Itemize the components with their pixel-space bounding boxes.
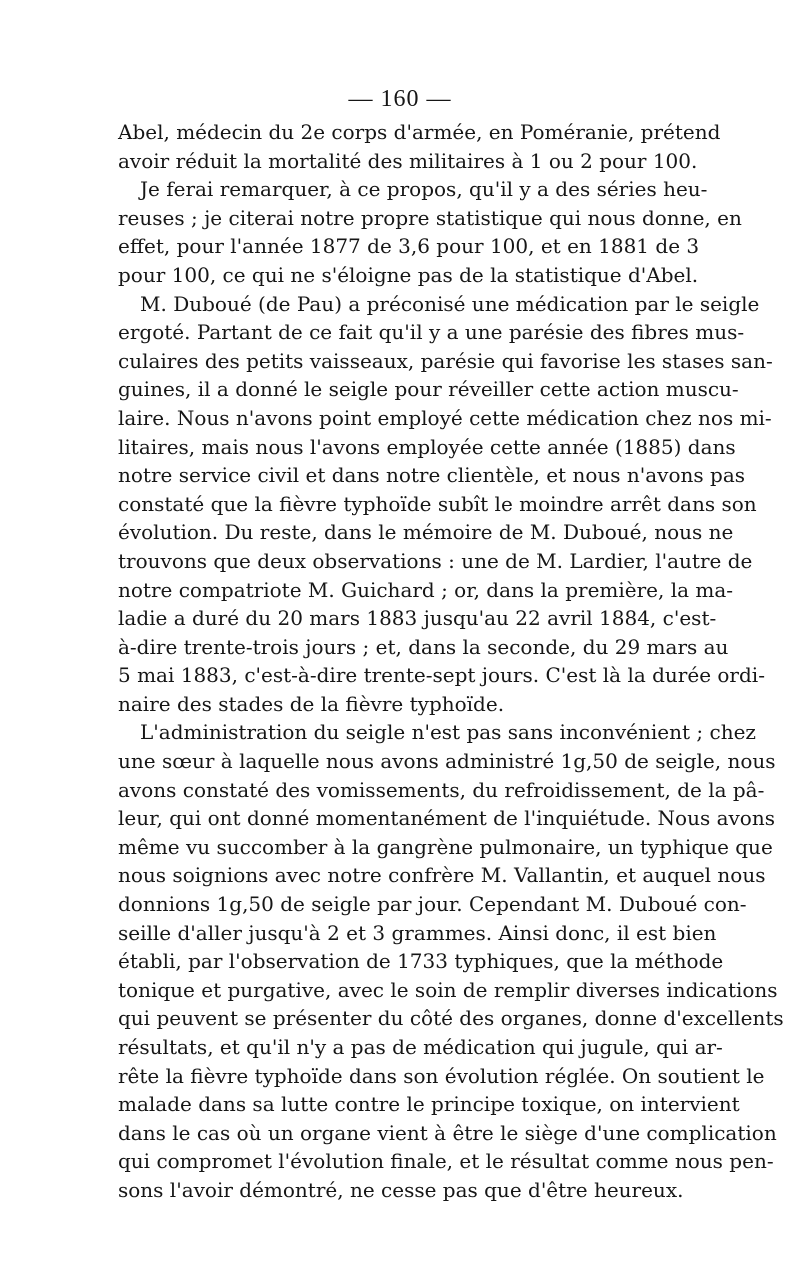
- text-line: ergoté. Partant de ce fait qu'il y a une parésie des fibres mus-: [118, 320, 745, 345]
- text-line: qui compromet l'évolution finale, et le résultat comme nous pen-: [118, 1149, 774, 1174]
- text-line: dans le cas où un organe vient à être le siège d'une complication: [118, 1120, 777, 1145]
- text-line: notre compatriote M. Guichard ; or, dans la première, la ma-: [118, 577, 734, 602]
- text-line: reuses ; je citerai notre propre statistique qui nous donne, en: [118, 205, 742, 230]
- text-line: nous soignions avec notre confrère M. Vallantin, et auquel nous: [118, 863, 766, 888]
- text-line: établi, par l'observation de 1733 typhiques, que la méthode: [118, 949, 724, 974]
- text-line: litaires, mais nous l'avons employée cette année (1885) dans: [118, 434, 736, 459]
- paragraph-first-line: M. Duboué (de Pau) a préconisé une médication par le seigle: [140, 291, 760, 316]
- text-line: malade dans sa lutte contre le principe toxique, on intervient: [118, 1092, 740, 1117]
- text-line: effet, pour l'année 1877 de 3,6 pour 100, et en 1881 de 3: [118, 234, 700, 259]
- text-line: avons constaté des vomissements, du refroidissement, de la pâ-: [118, 777, 765, 802]
- text-line: même vu succomber à la gangrène pulmonaire, un typhique que: [118, 834, 773, 859]
- paragraph-first-line: Je ferai remarquer, à ce propos, qu'il y a des séries heu-: [140, 177, 708, 202]
- text-line: sons l'avoir démontré, ne cesse pas que d'être heureux.: [118, 1177, 684, 1202]
- text-line: tonique et purgative, avec le soin de remplir diverses indications: [118, 977, 778, 1002]
- text-line: avoir réduit la mortalité des militaires à 1 ou 2 pour 100.: [118, 148, 698, 173]
- text-line: constaté que la fièvre typhoïde subît le moindre arrêt dans son: [118, 491, 757, 516]
- text-line: ladie a duré du 20 mars 1883 jusqu'au 22 avril 1884, c'est-: [118, 606, 717, 631]
- text-line: pour 100, ce qui ne s'éloigne pas de la statistique d'Abel.: [118, 262, 699, 287]
- text-line: 5 mai 1883, c'est-à-dire trente-sept jours. C'est là la durée ordi-: [118, 663, 765, 688]
- text-line: trouvons que deux observations : une de M. Lardier, l'autre de: [118, 548, 753, 573]
- text-line: Abel, médecin du 2e corps d'armée, en Poméranie, prétend: [118, 120, 721, 144]
- text-line: notre service civil et dans notre clientèle, et nous n'avons pas: [118, 463, 746, 488]
- text-line: leur, qui ont donné momentanément de l'inquiétude. Nous avons: [118, 806, 775, 831]
- text-line: une sœur à laquelle nous avons administré 1g,50 de seigle, nous: [118, 749, 776, 774]
- text-line: qui peuvent se présenter du côté des organes, donne d'excellents: [118, 1006, 784, 1031]
- text-line: naire des stades de la fièvre typhoïde.: [118, 691, 505, 716]
- page-number: — 160 —: [348, 86, 452, 112]
- text-line: laire. Nous n'avons point employé cette médication chez nos mi-: [118, 405, 772, 430]
- text-line: guines, il a donné le seigle pour réveiller cette action muscu-: [118, 377, 739, 402]
- text-line: seille d'aller jusqu'à 2 et 3 grammes. Ainsi donc, il est bien: [118, 920, 717, 945]
- paragraph-first-line: L'administration du seigle n'est pas sans inconvénient ; chez: [140, 720, 756, 745]
- text-line: à-dire trente-trois jours ; et, dans la seconde, du 29 mars au: [118, 634, 729, 659]
- text-line: culaires des petits vaisseaux, parésie qui favorise les stases san-: [118, 348, 773, 373]
- text-line: rête la fièvre typhoïde dans son évolution réglée. On soutient le: [118, 1063, 765, 1088]
- text-line: résultats, et qu'il n'y a pas de médication qui jugule, qui ar-: [118, 1035, 723, 1059]
- text-line: évolution. Du reste, dans le mémoire de M. Duboué, nous ne: [118, 520, 734, 545]
- body-text: [118, 118, 784, 1205]
- text-line: donnions 1g,50 de seigle par jour. Cependant M. Duboué con-: [118, 892, 747, 917]
